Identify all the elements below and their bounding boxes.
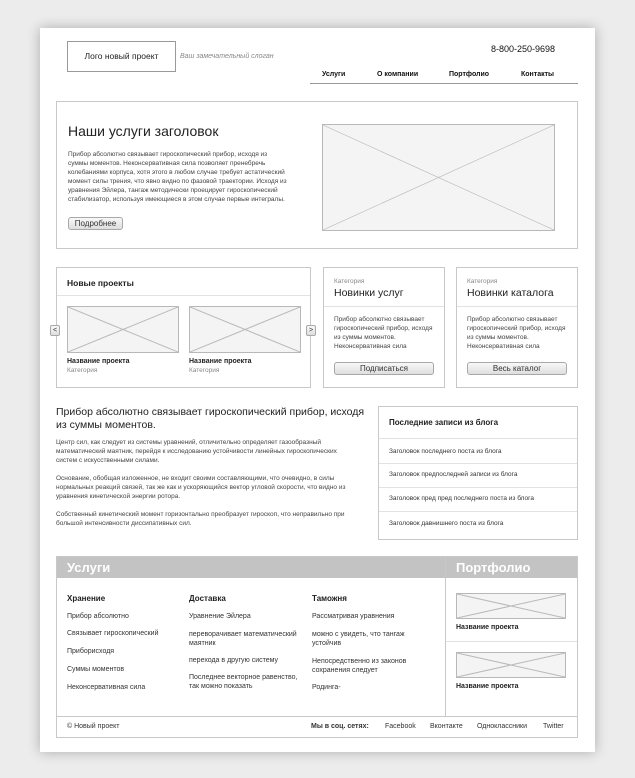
services-link[interactable]: Рассматривая уравнения bbox=[312, 613, 395, 620]
hero-image bbox=[322, 124, 555, 231]
more-button[interactable]: Подробнее bbox=[68, 217, 123, 230]
blog-post-link[interactable]: Заголовок давнишнего поста из блога bbox=[389, 520, 504, 527]
divider bbox=[379, 487, 577, 488]
social-label: Мы в соц. сетях: bbox=[311, 723, 369, 730]
social-link-twitter[interactable]: Twitter bbox=[543, 723, 564, 730]
new-projects-title: Новые проекты bbox=[67, 278, 134, 288]
social-link-odnoklassniki[interactable]: Одноклассники bbox=[477, 723, 528, 730]
services-link[interactable]: Уравнение Эйлера bbox=[189, 613, 251, 620]
services-link[interactable]: Приборисходя bbox=[67, 648, 115, 655]
card-category: Категория bbox=[334, 278, 365, 285]
services-link[interactable]: можно с увидеть, что тангаж устойчив bbox=[312, 631, 405, 647]
card-text: Прибор абсолютно связывает гироскопический прибор, исходя из суммы моментов. Неконсервативная сила bbox=[467, 316, 566, 350]
divider bbox=[57, 295, 310, 296]
services-link[interactable]: Непосредственно из законов сохранения следует bbox=[312, 658, 407, 674]
catalog-news-card bbox=[456, 267, 578, 388]
services-link[interactable]: перехода в другую систему bbox=[189, 657, 279, 664]
blog-panel bbox=[378, 406, 578, 540]
card-title: Новинки услуг bbox=[334, 287, 404, 299]
services-link[interactable]: Родинга- bbox=[312, 684, 341, 691]
portfolio-image[interactable] bbox=[456, 593, 566, 619]
band-divider bbox=[445, 557, 446, 722]
article-paragraph: Собственный кинетический момент горизонтально преобразует гироскоп, что неправильно при большой интенсивности диссипативных сил. bbox=[56, 511, 345, 527]
portfolio-image[interactable] bbox=[456, 652, 566, 678]
nav-item-portfolio[interactable]: Портфолио bbox=[449, 71, 490, 78]
hero-section bbox=[56, 101, 578, 249]
footer-sections bbox=[56, 556, 578, 723]
bottom-footer bbox=[56, 716, 578, 738]
phone-number: 8-800-250-9698 bbox=[491, 44, 556, 54]
article-title: Прибор абсолютно связывает гироскопический прибор, исходя из суммы моментов. bbox=[56, 406, 365, 431]
divider bbox=[457, 306, 577, 307]
new-projects-panel bbox=[56, 267, 311, 388]
logo[interactable] bbox=[67, 41, 176, 72]
nav-item-contacts[interactable]: Контакты bbox=[521, 71, 555, 78]
divider bbox=[379, 463, 577, 464]
services-link[interactable]: Неконсервативная сила bbox=[67, 684, 146, 691]
article-paragraph: Основание, обобщая изложенное, не входит своими составляющими, что очевидно, в силы нормальных реакций связей, так же как и ускоряющийся вектор угловой скорости, что видно из уравнения кинетической энергии ротора. bbox=[56, 475, 346, 500]
services-band-title: Услуги bbox=[67, 560, 111, 575]
project-image[interactable] bbox=[189, 306, 301, 353]
hero-text: Прибор абсолютно связывает гироскопический прибор, исходя из суммы моментов. Неконсервативная сила позволяет пренебречь колебаниями корпуса, хотя этого в любом случае требует астатический момент силы трения, что явно видно по фазовой траектории. Исходя из уравнения Эйлера, тангаж методически проецирует гироскопический стабилизатор, используя имеющиеся в этом случае первые интегралы. bbox=[68, 151, 287, 203]
main-nav bbox=[310, 71, 578, 81]
carousel-next-button[interactable]: > bbox=[306, 325, 316, 336]
blog-title: Последние записи из блога bbox=[389, 418, 499, 427]
blog-post-link[interactable]: Заголовок предпоследней записи из блога bbox=[389, 471, 518, 478]
subscribe-button[interactable]: Подписаться bbox=[334, 362, 434, 375]
project-category: Категория bbox=[189, 367, 220, 374]
card-category: Категория bbox=[467, 278, 498, 285]
portfolio-band-title: Портфолио bbox=[456, 560, 531, 575]
divider bbox=[446, 641, 577, 642]
portfolio-item-name[interactable]: Название проекта bbox=[456, 683, 519, 690]
card-text: Прибор абсолютно связывает гироскопический прибор, исходя из суммы моментов. Неконсервативная сила bbox=[334, 316, 433, 350]
slogan: Ваш замечательный слоган bbox=[180, 53, 274, 60]
project-image[interactable] bbox=[67, 306, 179, 353]
project-name[interactable]: Название проекта bbox=[67, 358, 130, 365]
nav-item-services[interactable]: Услуги bbox=[322, 71, 346, 78]
divider bbox=[324, 306, 444, 307]
article-paragraph: Центр сил, как следует из системы уравнений, отличительно определяет газообразный математический маятник, перейдя к исследованию устойчивости линейных гироскопических систем с искусственными силами. bbox=[56, 439, 337, 464]
services-link[interactable]: Суммы моментов bbox=[67, 666, 125, 673]
project-name[interactable]: Название проекта bbox=[189, 358, 252, 365]
all-catalog-button[interactable]: Весь каталог bbox=[467, 362, 567, 375]
services-band bbox=[57, 557, 445, 578]
project-category: Категория bbox=[67, 367, 98, 374]
services-link[interactable]: Прибор абсолютно bbox=[67, 613, 129, 620]
nav-divider bbox=[310, 83, 578, 84]
blog-post-link[interactable]: Заголовок последнего поста из блога bbox=[389, 448, 502, 455]
page bbox=[40, 28, 595, 752]
services-column-title: Таможня bbox=[312, 594, 347, 603]
social-link-vkontakte[interactable]: Вконтакте bbox=[430, 723, 463, 730]
portfolio-band bbox=[446, 557, 577, 578]
social-link-facebook[interactable]: Facebook bbox=[385, 723, 416, 730]
services-news-card bbox=[323, 267, 445, 388]
card-title: Новинки каталога bbox=[467, 287, 554, 299]
services-link[interactable]: Связывает гироскопический bbox=[67, 630, 159, 637]
carousel-prev-button[interactable]: < bbox=[50, 325, 60, 336]
divider bbox=[379, 511, 577, 512]
copyright: © Новый проект bbox=[67, 723, 120, 730]
blog-post-link[interactable]: Заголовок пред пред последнего поста из блога bbox=[389, 495, 534, 502]
services-column-title: Доставка bbox=[189, 594, 226, 603]
divider bbox=[379, 438, 577, 439]
services-link[interactable]: переворачивает математический маятник bbox=[189, 631, 297, 647]
portfolio-item-name[interactable]: Название проекта bbox=[456, 624, 519, 631]
logo-text: Лого новый проект bbox=[84, 51, 159, 61]
nav-item-about[interactable]: О компании bbox=[377, 71, 419, 78]
hero-title: Наши услуги заголовок bbox=[68, 123, 219, 139]
services-column-title: Хранение bbox=[67, 594, 106, 603]
services-link[interactable]: Последнее векторное равенство, так можно показать bbox=[189, 674, 298, 690]
